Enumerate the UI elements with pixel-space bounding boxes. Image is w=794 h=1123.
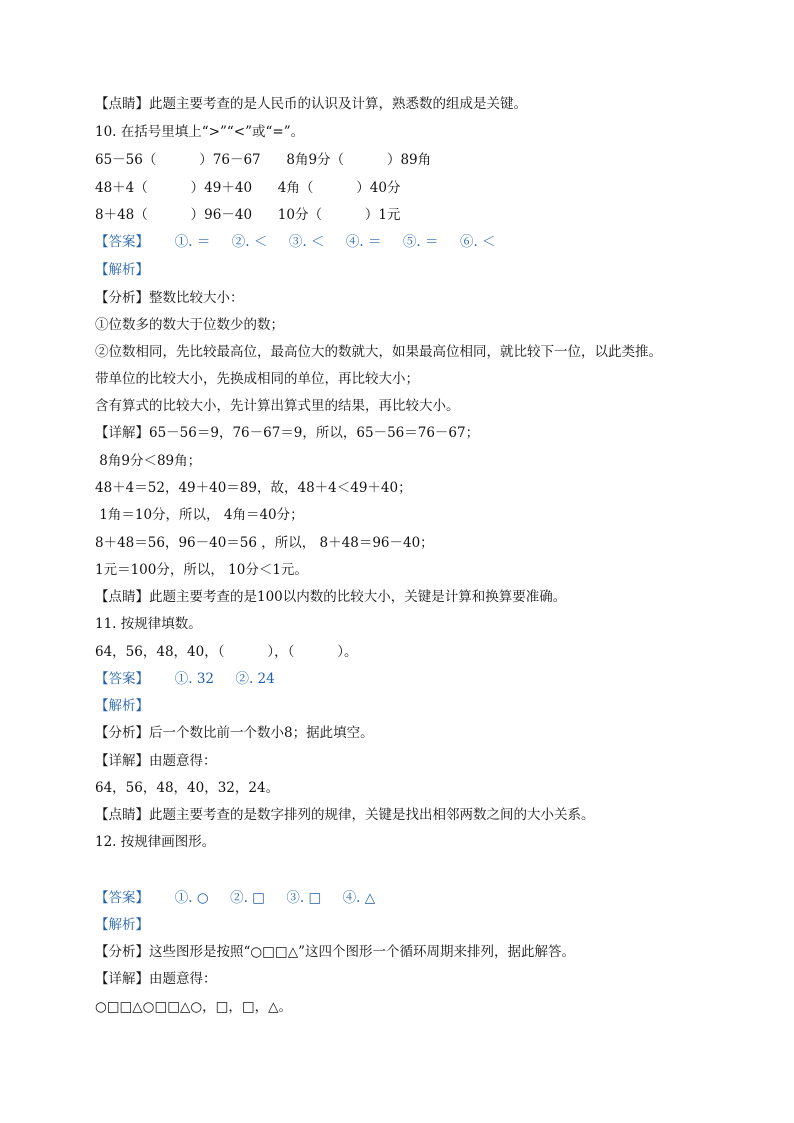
detail-10-line-3: 48＋4＝52，49＋40＝89，故，48＋4＜49＋40； (95, 480, 412, 496)
detail-10-line-4: 1角＝10分，所以， 4角＝40分； (95, 507, 304, 523)
detail-12-line-1: 【详解】由题意得： (95, 971, 217, 987)
question-10-row-2: 48＋4（ ）49＋40 4角（ ）40分 (95, 180, 401, 196)
detail-11-line-2: 64，56，48，40，32，24。 (95, 780, 280, 796)
analysis-10-line-1: 【分析】整数比较大小： (95, 290, 244, 306)
detail-10-line-5: 8＋48＝56，96－40＝56 ，所以， 8＋48＝96－40； (95, 535, 434, 551)
answer-10: 【答案】 ①. ＝ ②. ＜ ③. ＜ ④. ＝ ⑤. ＝ ⑥. ＜ (95, 234, 496, 250)
detail-10-line-1: 【详解】65－56＝9，76－67＝9，所以，65－56＝76－67； (95, 425, 480, 441)
question-11-title: 11. 按规律填数。 (95, 616, 202, 632)
detail-10-line-2: 8角9分＜89角； (95, 453, 202, 469)
question-10-row-3: 8＋48（ ）96－40 10分（ ）1元 (95, 207, 401, 223)
analysis-10-line-2: ①位数多的数大于位数少的数； (95, 317, 284, 333)
analysis-12: 【分析】这些图形是按照“○□□△”这四个图形一个循环周期来排列，据此解答。 (95, 944, 575, 960)
question-11-sequence: 64，56，48，40，（ ），（ ）。 (95, 644, 358, 660)
detail-12-line-2: ○□□△○□□△○，□，□，△。 (95, 999, 293, 1015)
question-12-shape-pattern (95, 857, 775, 885)
detail-11-line-1: 【详解】由题意得： (95, 753, 217, 769)
answer-12: 【答案】 ①. ○ ②. □ ③. □ ④. △ (95, 890, 376, 906)
analysis-heading-10: 【解析】 (95, 262, 149, 278)
detail-10-line-6: 1元＝100分，所以， 10分＜1元。 (95, 562, 308, 578)
analysis-10-line-4: 带单位的比较大小，先换成相同的单位，再比较大小； (95, 371, 419, 387)
answer-11: 【答案】 ①. 32 ②. 24 (95, 671, 275, 687)
note-11: 【点睛】此题主要考查的是数字排列的规律，关键是找出相邻两数之间的大小关系。 (95, 807, 595, 823)
analysis-10-line-5: 含有算式的比较大小，先计算出算式里的结果，再比较大小。 (95, 398, 460, 414)
question-10-title: 10. 在括号里填上“>”“<”或“=”。 (95, 124, 305, 140)
analysis-10-line-3: ②位数相同，先比较最高位，最高位大的数就大，如果最高位相同，就比较下一位，以此类推。 (95, 344, 662, 360)
line-1: 【点睛】此题主要考查的是人民币的认识及计算，熟悉数的组成是关键。 (95, 96, 527, 112)
analysis-heading-11: 【解析】 (95, 698, 149, 714)
note-10: 【点睛】此题主要考查的是100以内数的比较大小，关键是计算和换算要准确。 (95, 589, 567, 605)
analysis-11: 【分析】后一个数比前一个数小8；据此填空。 (95, 725, 374, 741)
question-12-title: 12. 按规律画图形。 (95, 834, 216, 850)
analysis-heading-12: 【解析】 (95, 917, 149, 933)
question-10-row-1: 65－56（ ）76－67 8角9分（ ）89角 (95, 152, 432, 168)
